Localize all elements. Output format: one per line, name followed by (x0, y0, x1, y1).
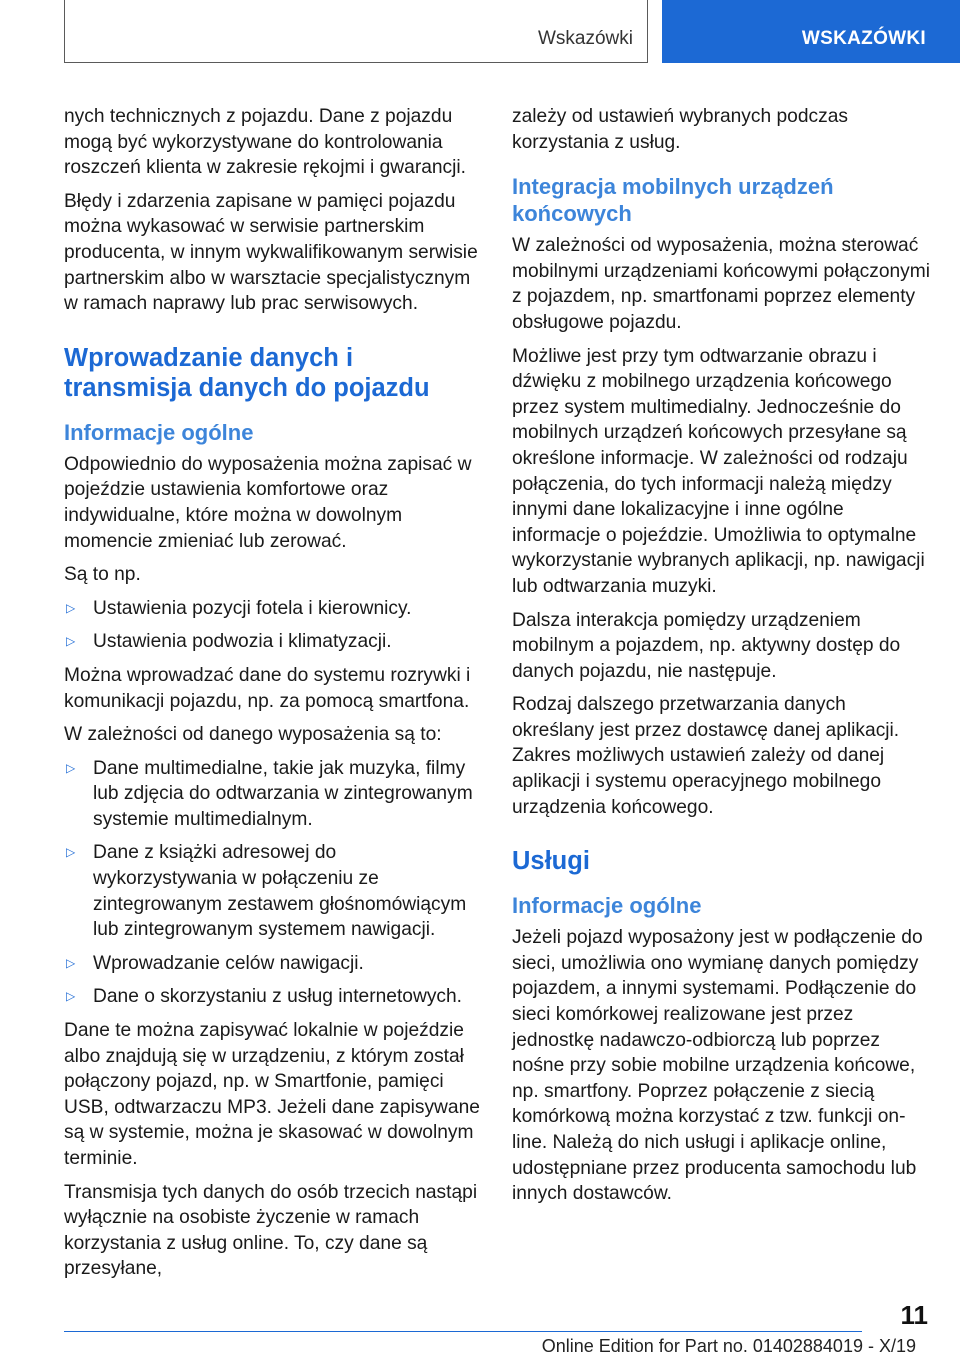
paragraph: Transmisja tych danych do osób trzecich nastąpi wyłącznie na osobiste życzenie w ramach korzystania z usług online. To, czy dane są przesyłane, (64, 1181, 478, 1280)
header-chapter-label: WSKAZÓWKI (801, 28, 926, 49)
page-number: 11 (900, 1300, 928, 1330)
paragraph: Odpowiednio do wyposażenia można zapisać w pojeździe ustawienia komfortowe oraz indywidualne, które można w dowolnym momencie zmieniać lub zerować. (64, 453, 472, 552)
paragraph: zależy od ustawień wybranych podczas korzystania z usług. (512, 106, 848, 153)
list-item: ▷ Wprowadzanie celów nawigacji. (64, 951, 484, 977)
list-item: ▷ Dane multimedialne, takie jak muzyka, filmy lub zdjęcia do odtwarzania w zintegrowanym systemie multimedialnym. (66, 757, 473, 830)
paragraph: nych technicznych z pojazdu. Dane z pojazdu mogą być wykorzystywane do kontrolowania roszczeń klienta w zakresie rękojmi i gwarancji. (64, 106, 467, 179)
triangle-right-outline-icon: ▷ (66, 989, 76, 1004)
subsection-heading: Informacje ogólne (512, 893, 702, 919)
triangle-right-outline-icon: ▷ (66, 955, 76, 970)
header-section-label: Wskazówki (537, 28, 633, 49)
section-heading: Usługi (512, 847, 590, 876)
triangle-right-outline-icon: ▷ (66, 760, 76, 775)
triangle-right-outline-icon: ▷ (66, 845, 76, 860)
paragraph: Dane te można zapisywać lokalnie w pojeździe albo znajdują się w urządzeniu, z którym został połączony pojazd, np. w Smartfonie, pamięci USB, odtwarzaczu MP3. Jeżeli dane zapisywane są w systemie, można je skasować w dowolnym terminie. (64, 1020, 480, 1169)
header-section-box (64, 0, 648, 63)
left-column (64, 104, 484, 1290)
paragraph: W zależności od wyposażenia, można sterować mobilnymi urządzeniami końcowymi połączonymi z pojazdem, np. smartfonami poprzez elementy obsługowe pojazdu. (512, 235, 931, 333)
footer-edition-text: Online Edition for Part no. 01402884019 - X/19 (541, 1336, 916, 1356)
list-item: ▷ Ustawienia podwozia i klimatyzacji. (64, 629, 484, 655)
subsection-heading: Integracja mobilnych urządzeń końcowych (512, 174, 834, 227)
list-item: ▷ Ustawienia pozycji fotela i kierownicy. (64, 596, 484, 622)
triangle-right-outline-icon: ▷ (66, 600, 76, 615)
bullet-list (64, 596, 484, 655)
paragraph: W zależności od danego wyposażenia są to: (64, 724, 442, 746)
page-header (0, 0, 960, 66)
header-chapter-tab (662, 0, 960, 63)
triangle-right-outline-icon: ▷ (66, 634, 76, 649)
paragraph: Dalsza interakcja pomiędzy urządzeniem mobilnym a pojazdem, np. aktywny dostęp do danych pojazdu, nie następuje. (512, 609, 901, 682)
paragraph: Błędy i zdarzenia zapisane w pamięci pojazdu można wykasować w serwisie partnerskim producenta, w innym wykwalifikowanym serwisie partnerskim albo w warsztacie specjalistycznym w ramach naprawy lub prac serwisowych. (64, 190, 478, 315)
bullet-list (64, 756, 484, 1010)
paragraph: Jeżeli pojazd wyposażony jest w podłączenie do sieci, umożliwia ono wymianę danych pomiędzy pojazdem, a innymi systemami. Podłączenie do sieci komórkowej realizowane jest przez jednostkę nadawczo-odbiorczą lub poprzez nośne przy sobie mobilne urządzenia końcowe, np. smartfony. Poprzez połączenie z siecią komórkową można korzystać z tzw. funkcji on-line. Należą do nich usługi i aplikacje online, udostępniane przez producenta samochodu lub innych dostawców. (512, 927, 923, 1205)
section-heading: Wprowadzanie danych i transmisja danych do pojazdu (64, 343, 430, 402)
right-column (512, 104, 932, 1215)
paragraph: Możliwe jest przy tym odtwarzanie obrazu i dźwięku z mobilnego urządzenia końcowego przez system multimedialny. Jednocześnie do mobilnych urządzeń końcowych przesyłane są określone informacje. W zależności od rodzaju połączenia, do tych informacji należą między innymi dane lokalizacyjne i inne ogólne informacje o pojeździe. Umożliwia to optymalne wykorzystanie wybranych aplikacji, np. nawigacji lub odtwarzania muzyki. (512, 345, 925, 597)
paragraph: Rodzaj dalszego przetwarzania danych określany jest przez dostawcę danej aplikacji. Zakres możliwych ustawień zależy od danej aplikacji i systemu operacyjnego mobilnego urządzenia końcowego. (512, 694, 900, 818)
subsection-heading: Informacje ogólne (64, 419, 254, 445)
paragraph: Są to np. (64, 564, 141, 586)
list-item: ▷ Dane o skorzystaniu z usług internetowych. (64, 984, 484, 1010)
footer-divider (64, 1331, 862, 1332)
list-item: ▷ Dane z książki adresowej do wykorzystywania w połączeniu ze zintegrowanym zestawem głośnomówiącym lub zintegrowanym systemem nawigacji. (66, 842, 467, 941)
paragraph: Można wprowadzać dane do systemu rozrywki i komunikacji pojazdu, np. za pomocą smartfona. (64, 664, 471, 712)
